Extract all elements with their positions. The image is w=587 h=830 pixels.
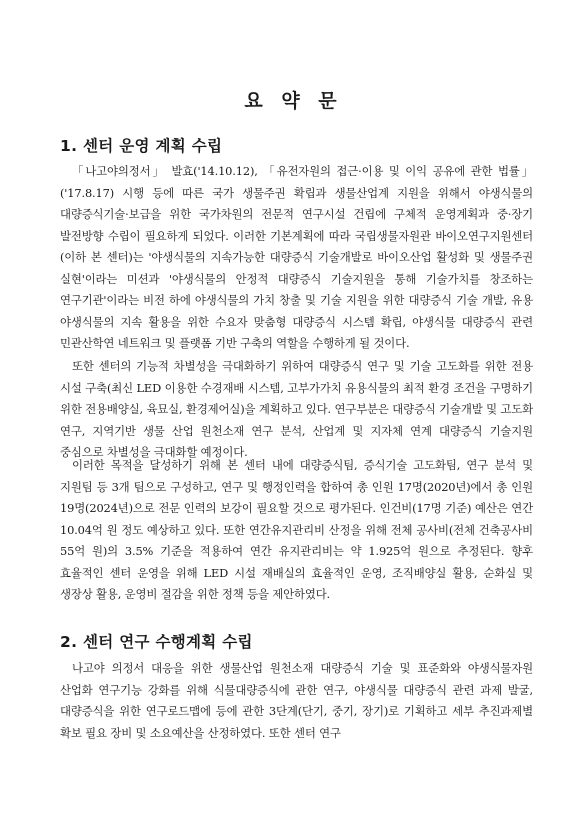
- document-title: 요 약 문: [244, 90, 343, 112]
- section-1-paragraph-3: 이러한 목적을 달성하기 위해 본 센터 내에 대량증식팀, 증식기술 고도화팀, 연구 분석 및 지원팀 등 3개 팀으로 구성하고, 연구 및 행정인력을 합하여 총 인원 17명(2020년)에서 총 인원 19명(2024년)으로 전문 인력의 보강이 필요할 것으로 평가된다. 인건비(17명 기준) 예산은 연간 10.04억 원 정도 예상하고 있다. 또한 연간유지관리비 산정을 위해 전체 공사비(전체 건축공사비 55억 원)의 3.5% 기준을 적용하여 연간 유지관리비는 약 1.925억 원으로 추정된다. 향후 효율적인 센터 운영을 위해 LED 시설 재배실의 효율적인 운영, 조직배양실 활용, 순화실 및 생장상 활용, 운영비 절감을 위한 정책 등을 제안하였다.: [60, 458, 533, 601]
- section-2-heading: 2. 센터 연구 수행계획 수립: [60, 633, 253, 651]
- section-1-paragraph-1: 「나고야의정서」 발효('14.10.12), 「유전자원의 접근·이용 및 이익 공유에 관한 법률」('17.8.17) 시행 등에 따른 국가 생물주권 확립과 생물산업계 지원을 위해서 야생식물의 대량증식기술·보급을 위한 국가차원의 전문적 연구시설 건립에 구체적 운영계획과 중·장기 발전방향 수립이 필요하게 되었다. 이러한 기본계획에 따라 국립생물자원관 바이오연구지원센터(이하 본 센터)는 '야생식물의 지속가능한 대량증식 기술개발로 바이오산업 활성화 및 생물주권 실현'이라는 미션과 '야생식물의 안정적 대량증식 기술지원을 통해 기술가치를 창조하는 연구기관'이라는 비전 하에 야생식물의 가치 창출 및 기술 지원을 위한 대량증식 기술 개발, 유용 야생식물의 지속 활용을 위한 수요자 맞춤형 대량증식 시스템 확립, 야생식물 대량증식 관련 민관산학연 네트워크 및 플랫폼 기반 구축의 역할을 수행하게 될 것이다.: [60, 164, 533, 350]
- section-2-paragraph-1: 나고야 의정서 대응을 위한 생물산업 원천소재 대량증식 기술 및 표준화와 야생식물자원 산업화 연구기능 강화를 위해 식물대량증식에 관한 연구, 야생식물 대량증식 관련 과제 발굴, 대량증식을 위한 연구로드맵에 등에 관한 3단계(단기, 중기, 장기)로 기획하고 세부 추진과제별 확보 필요 장비 및 소요예산을 산정하였다. 또한 센터 연구: [60, 661, 533, 740]
- section-1-heading: 1. 센터 운영 계획 수립: [60, 137, 223, 155]
- section-1-paragraph-2: 또한 센터의 기능적 차별성을 극대화하기 위하여 대량증식 연구 및 기술 고도화를 위한 전용 시설 구축(최신 LED 이용한 수경재배 시스템, 고부가가치 유용식물의 최적 환경 조건을 구명하기 위한 전용배양실, 육묘실, 환경제어실)을 계획하고 있다. 연구부분은 대량증식 기술개발 및 고도화 연구, 지역기반 생물 산업 원천소재 연구 분석, 산업계 및 지자체 연계 대량증식 기술지원 중심으로 차별성을 극대화할 예정이다.: [60, 359, 533, 459]
